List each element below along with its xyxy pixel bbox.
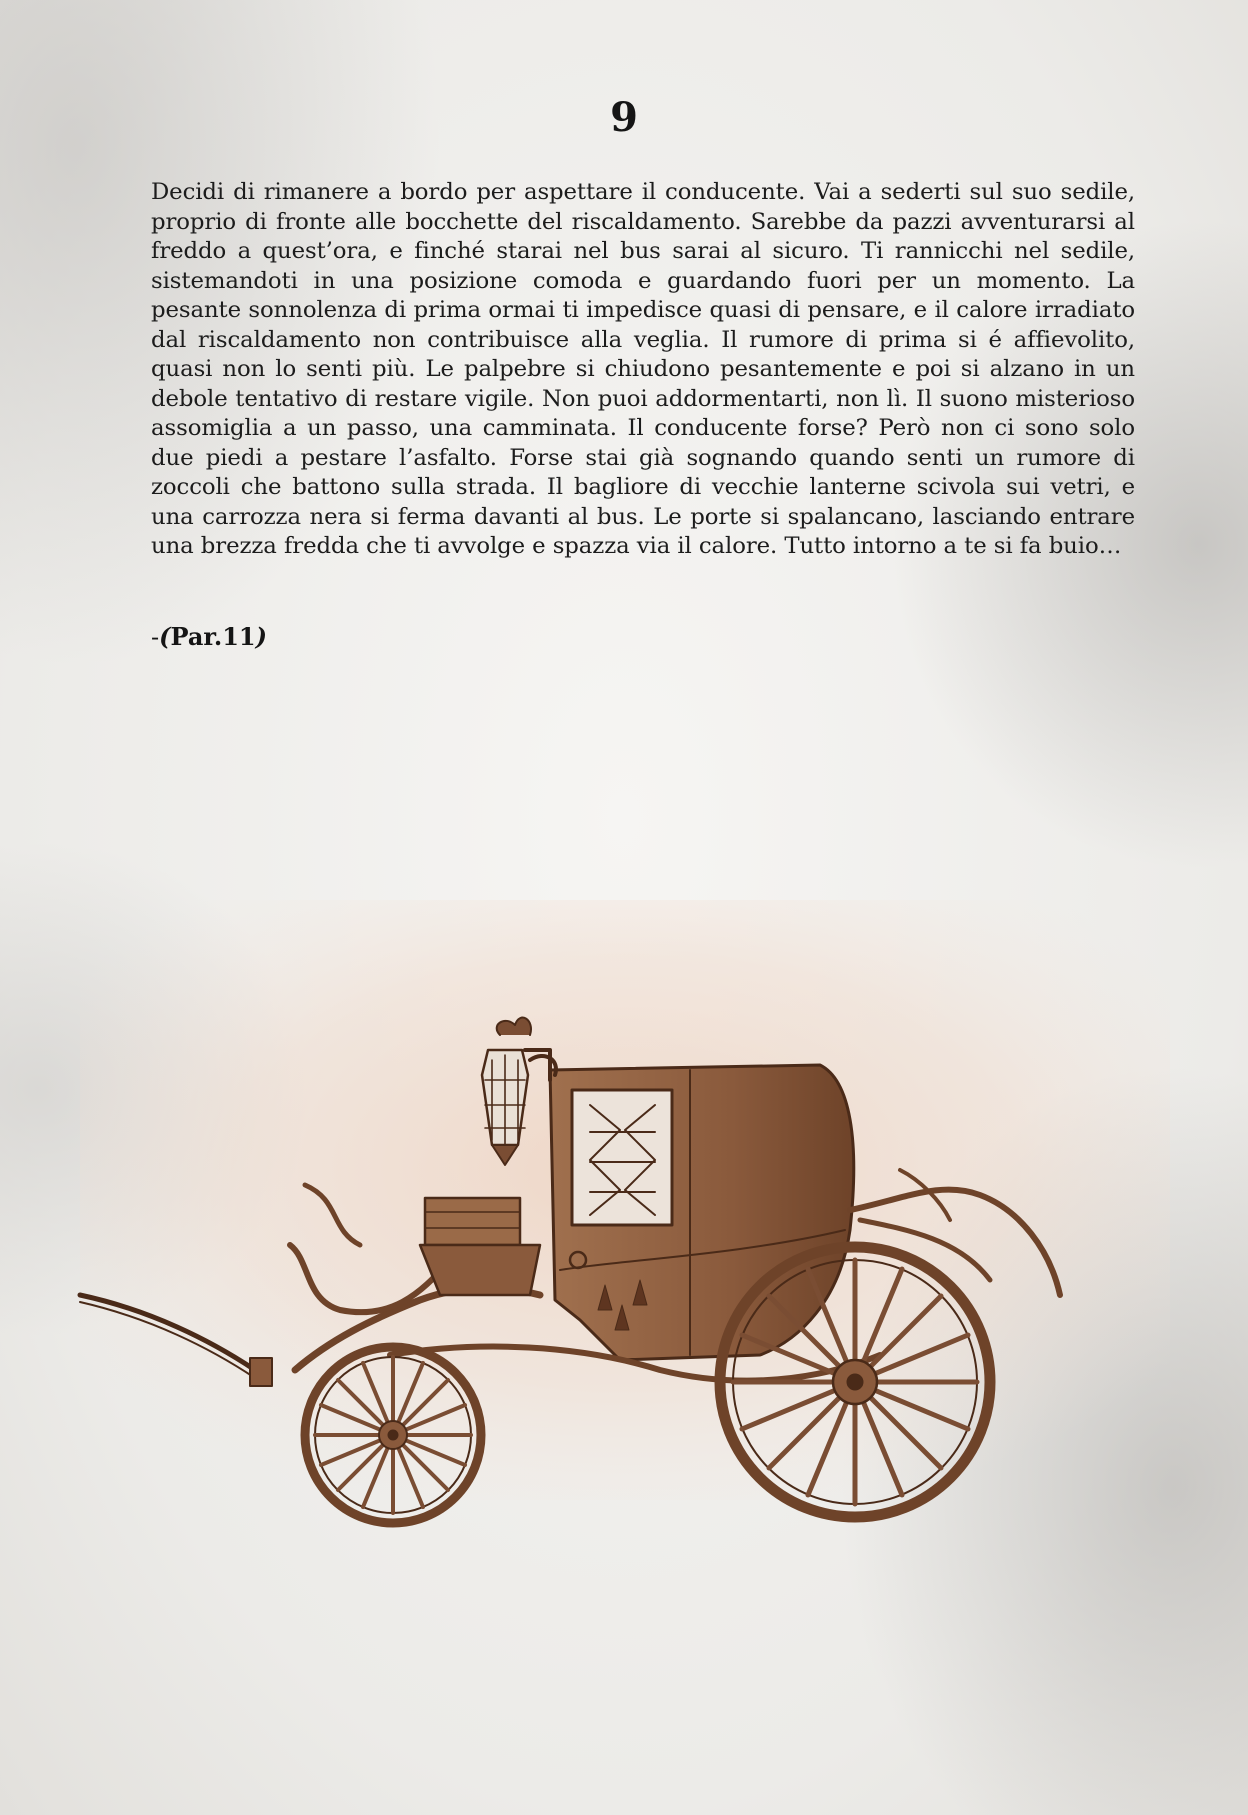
rear-wheel xyxy=(720,1247,990,1517)
page-number: 9 xyxy=(610,94,638,141)
reference-close-paren: ) xyxy=(255,622,267,651)
front-wheel xyxy=(305,1347,481,1523)
paragraph-reference xyxy=(151,622,267,651)
carriage-illustration xyxy=(60,900,1190,1540)
shaft-coupling xyxy=(250,1358,272,1386)
story-paragraph: Decidi di rimanere a bordo per aspettare il conducente. Vai a sederti sul suo sedile, proprio di fronte alle bocchette del riscaldamento. Sarebbe da pazzi avventurarsi al freddo a quest’ora, e finché starai nel bus sarai al sicuro. Ti rannicchi nel sedile, sistemandoti in una posizione comoda e guardando fuori per un momento. La pesante sonnolenza di prima ormai ti impedisce quasi di pensare, e il calore irradiato dal riscaldamento non contribuisce alla veglia. Il rumore di prima si é affievolito, quasi non lo senti più. Le palpebre si chiudono pesantemente e poi si alzano in un debole tentativo di restare vigile. Non puoi addormentarti, non lì. Il suono misterioso assomiglia a un passo, una camminata. Il conducente forse? Però non ci sono solo due piedi a pestare l’asfalto. Forse stai già sognando quando senti un rumore di zoccoli che battono sulla strada. Il bagliore di vecchie lanterne scivola sui vetri, e una carrozza nera si ferma davanti al bus. Le porte si spalancano, lasciando entrare una brezza fredda che ti avvolge e spazza via il calore. Tutto intorno a te si fa buio… xyxy=(151,179,1135,559)
reference-prefix: - xyxy=(151,623,160,651)
reference-open-paren: ( xyxy=(159,622,171,651)
driver-seat xyxy=(425,1198,520,1245)
reference-label[interactable]: Par.11 xyxy=(170,622,256,651)
cabin-window xyxy=(572,1090,672,1225)
